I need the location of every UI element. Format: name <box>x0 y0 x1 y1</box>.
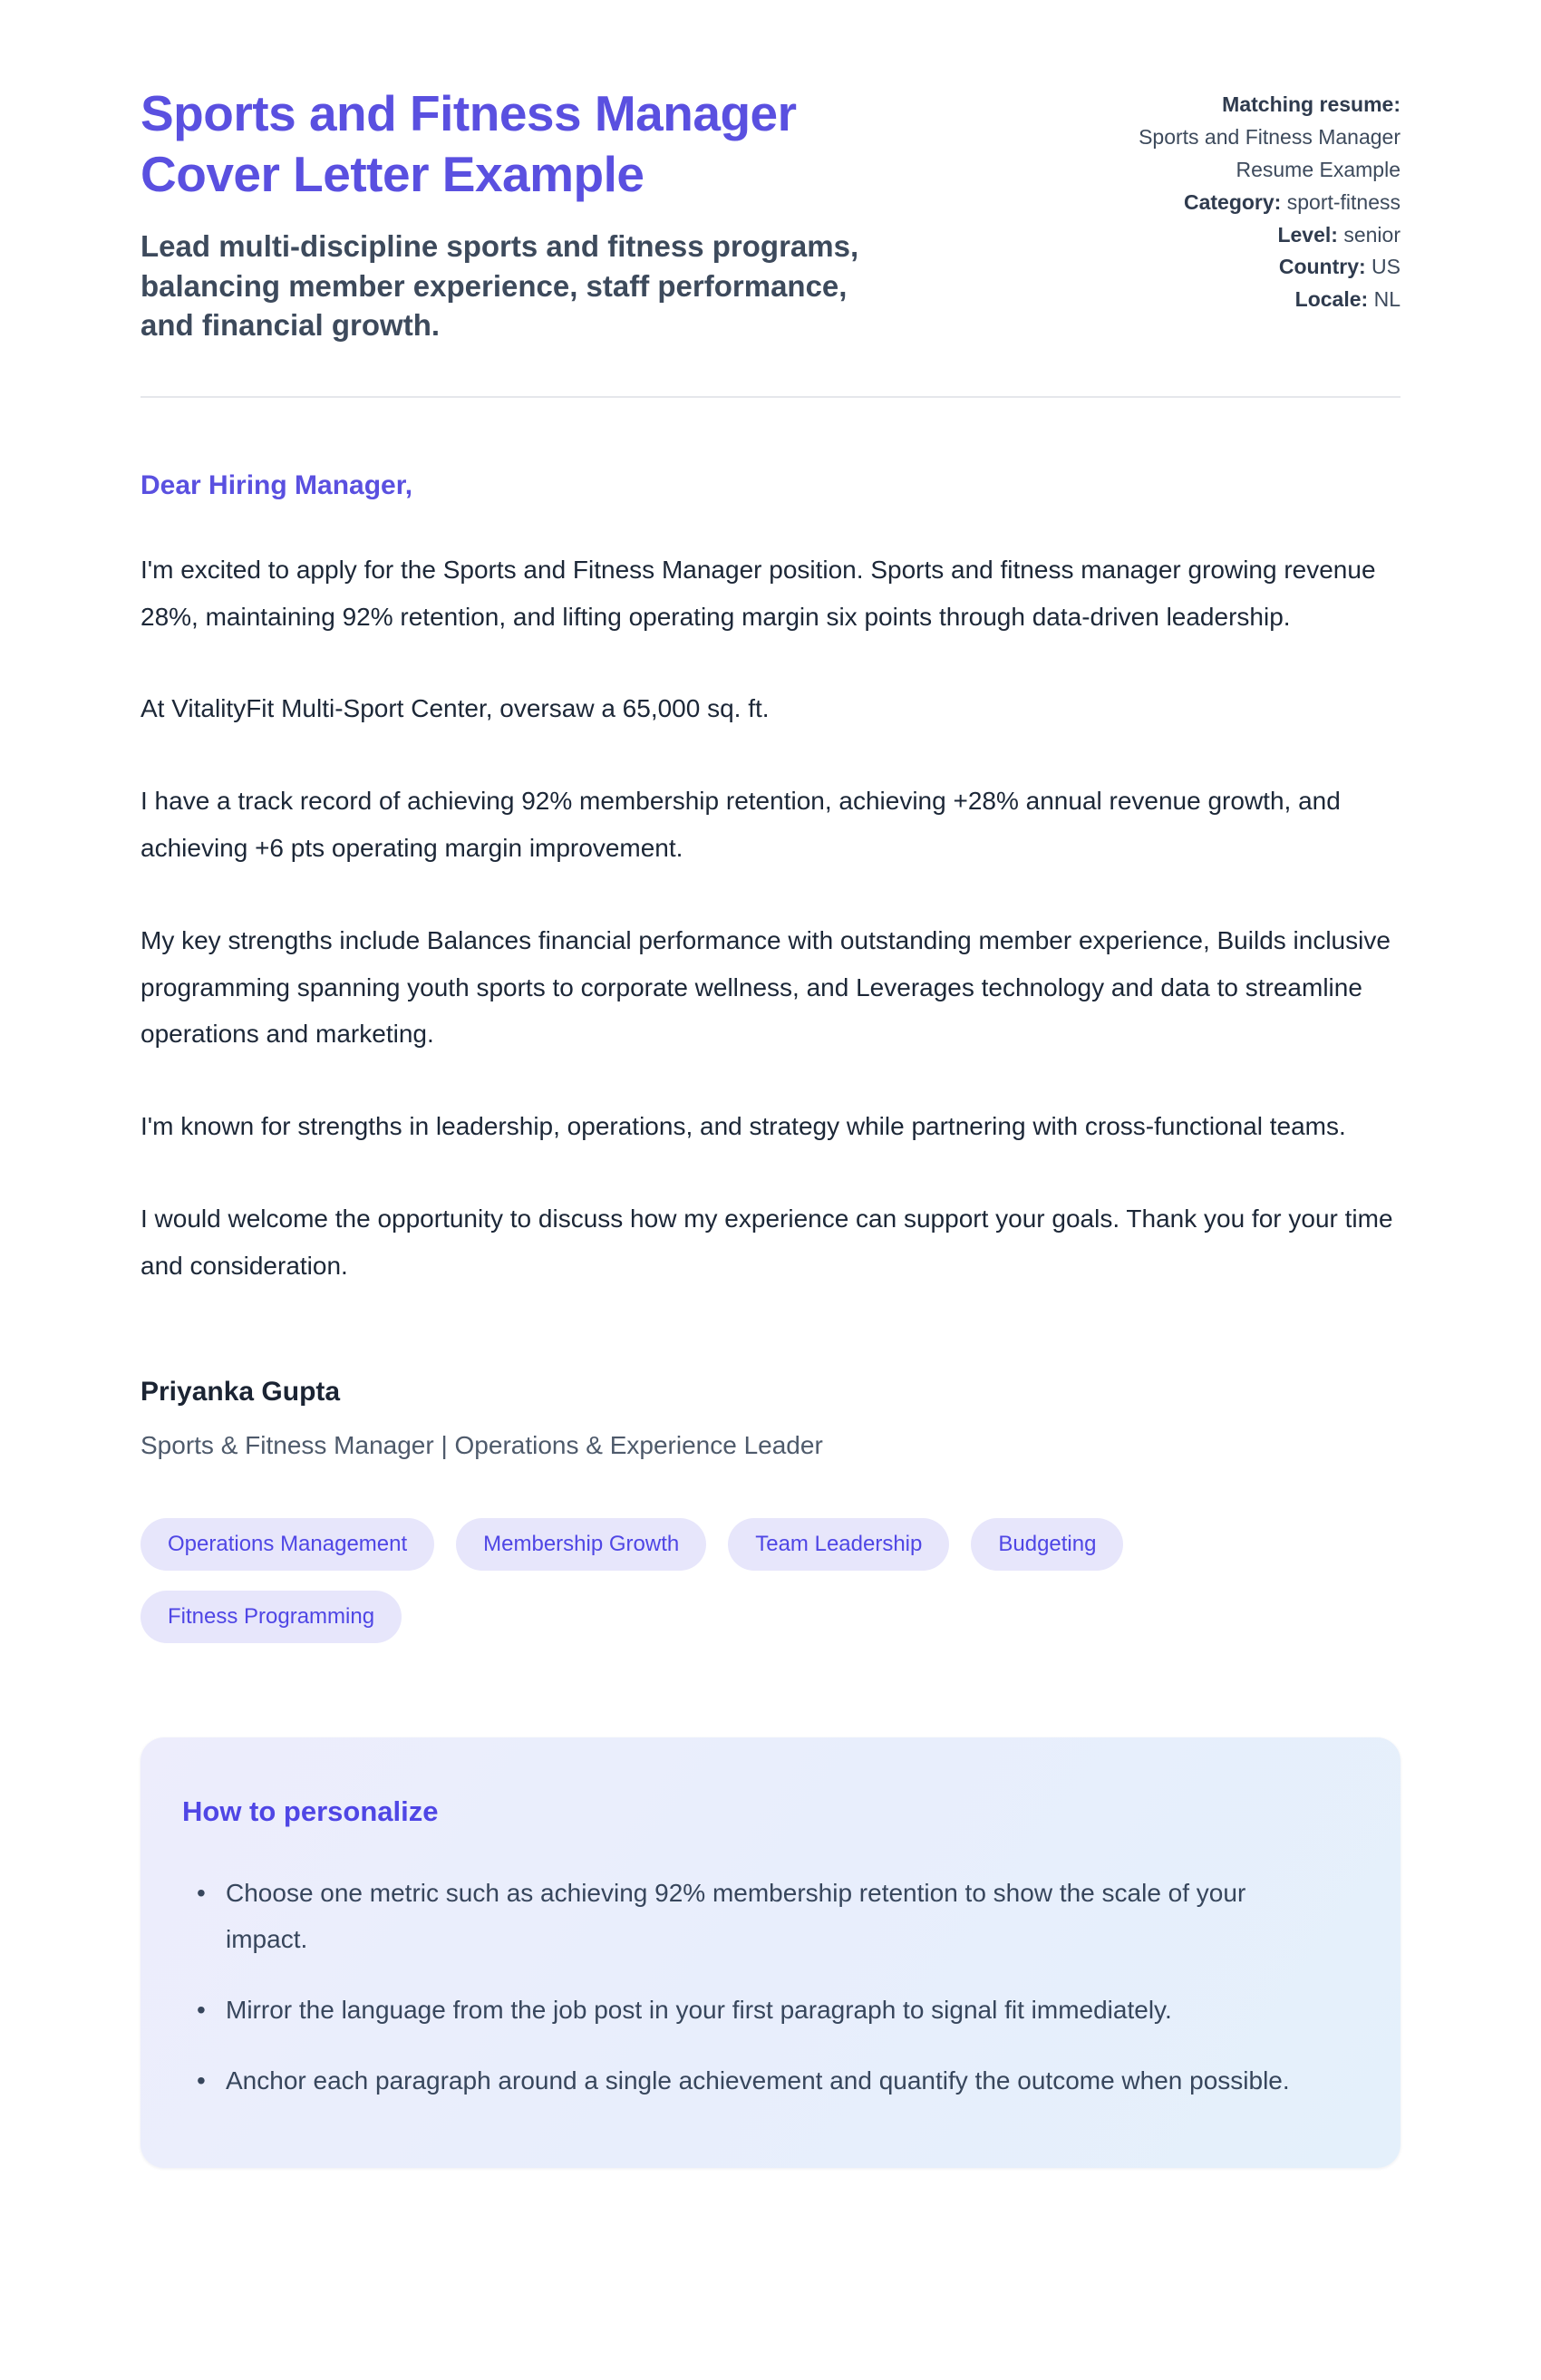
cover-letter-page <box>141 0 1400 2168</box>
how-to-personalize-list <box>182 1870 1337 2104</box>
matching-resume-link[interactable]: Sports and Fitness Manager Resume Example <box>1139 124 1400 181</box>
meta-level-value: senior <box>1343 222 1400 247</box>
how-to-personalize-title: How to personalize <box>182 1795 439 1827</box>
meta-level <box>1129 219 1400 252</box>
header-divider <box>141 396 1400 398</box>
meta-country-value: US <box>1371 255 1400 279</box>
skill-tag-membership-growth[interactable]: Membership Growth <box>456 1518 706 1571</box>
page-title: Sports and Fitness Manager Cover Letter Example <box>141 85 797 203</box>
personalize-bullet-2: • Mirror the language from the job post in your first paragraph to signal fit immediately. <box>191 1987 1315 2034</box>
skill-tag-budgeting[interactable]: Budgeting <box>971 1518 1123 1571</box>
letter-paragraph-4: My key strengths include Balances financial performance with outstanding member experience, Builds inclusive programming spanning youth sports to corporate wellness, and Leverages technology and data to streamline operations and marketing. <box>141 925 1391 1049</box>
meta-level-label: Level: <box>1277 222 1338 247</box>
resume-meta-panel <box>1129 89 1400 316</box>
meta-category-label: Category: <box>1183 189 1282 214</box>
skill-tag-fitness-programming[interactable]: Fitness Programming <box>141 1591 402 1643</box>
personalize-bullet-1: • Choose one metric such as achieving 92% membership retention to show the scale of your impact. <box>191 1870 1315 1964</box>
meta-locale-label: Locale: <box>1294 287 1369 312</box>
meta-locale <box>1129 284 1400 316</box>
skill-tags <box>141 1518 1156 1643</box>
meta-category <box>1129 187 1400 219</box>
letter-paragraph-6: I would welcome the opportunity to discuss how my experience can support your goals. Thank you for your time and consideration. <box>141 1205 1393 1280</box>
meta-matching-resume-label: Matching resume: <box>1222 92 1400 116</box>
letter-paragraph-3: I have a track record of achieving 92% membership retention, achieving +28% annual revenue growth, and achieving +6 pts operating margin improvement. <box>141 787 1341 863</box>
meta-country <box>1129 251 1400 284</box>
signature-name: Priyanka Gupta <box>141 1376 341 1407</box>
how-to-personalize-card <box>141 1737 1400 2168</box>
letter-paragraph-2: At VitalityFit Multi-Sport Center, oversaw a 65,000 sq. ft. <box>141 694 770 723</box>
letter-greeting: Dear Hiring Manager, <box>141 469 413 500</box>
skill-tag-operations-management[interactable]: Operations Management <box>141 1518 434 1571</box>
page-header <box>141 83 1400 345</box>
skill-tag-team-leadership[interactable]: Team Leadership <box>728 1518 949 1571</box>
page-subtitle: Lead multi-discipline sports and fitness programs, balancing member experience, staff performance, and financial growth. <box>141 229 859 343</box>
meta-matching-resume <box>1129 89 1400 187</box>
cover-letter-body <box>141 470 1400 1460</box>
header-title-block <box>141 83 893 345</box>
meta-locale-value: NL <box>1373 287 1400 312</box>
letter-paragraph-5: I'm known for strengths in leadership, operations, and strategy while partnering with cross-functional teams. <box>141 1112 1346 1141</box>
meta-category-value: sport-fitness <box>1286 189 1400 214</box>
signature-role: Sports & Fitness Manager | Operations & Experience Leader <box>141 1430 823 1459</box>
meta-country-label: Country: <box>1278 255 1366 279</box>
personalize-bullet-3: • Anchor each paragraph around a single achievement and quantify the outcome when possible. <box>191 2057 1315 2104</box>
letter-paragraph-1: I'm excited to apply for the Sports and Fitness Manager position. Sports and fitness manager growing revenue 28%, maintaining 92% retention, and lifting operating margin six points through data-driven leadership. <box>141 555 1376 631</box>
